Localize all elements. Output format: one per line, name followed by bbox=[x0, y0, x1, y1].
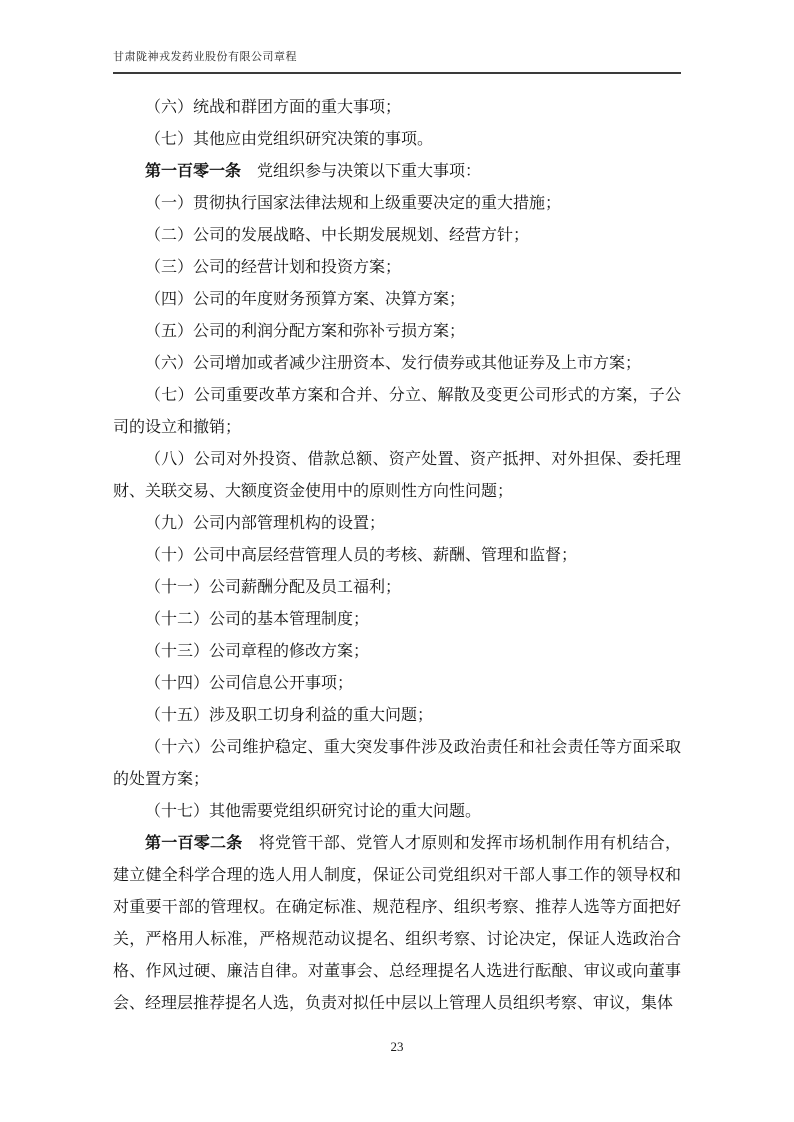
paragraph: （三）公司的经营计划和投资方案； bbox=[145, 259, 402, 276]
paragraph: （十六）公司维护稳定、重大突发事件涉及政治责任和社会责任等方面采取的处置方案； bbox=[113, 739, 681, 788]
paragraph: （十七）其他需要党组织研究讨论的重大问题。 bbox=[145, 803, 482, 820]
header-title: 甘肃陇神戎发药业股份有限公司章程 bbox=[113, 51, 297, 63]
paragraph: （二）公司的发展战略、中长期发展规划、经营方针； bbox=[145, 227, 530, 244]
paragraph: （十四）公司信息公开事项； bbox=[145, 675, 354, 692]
article-number: 第一百零一条 bbox=[145, 163, 242, 180]
paragraph: （十一）公司薪酬分配及员工福利； bbox=[145, 579, 402, 596]
document-body bbox=[113, 92, 681, 1020]
paragraph: 第一百零一条 党组织参与决策以下重大事项： bbox=[145, 163, 482, 180]
article-number: 第一百零二条 bbox=[145, 835, 243, 852]
paragraph: （六）统战和群团方面的重大事项； bbox=[145, 99, 402, 116]
paragraph: （七）其他应由党组织研究决策的事项。 bbox=[145, 131, 434, 148]
paragraph: （六）公司增加或者减少注册资本、发行债券或其他证券及上市方案； bbox=[145, 355, 642, 372]
paragraph: （四）公司的年度财务预算方案、决算方案； bbox=[145, 291, 466, 308]
paragraph: 第一百零二条 将党管干部、党管人才原则和发挥市场机制作用有机结合，建立健全科学合理的选人用人制度，保证公司党组织对干部人事工作的领导权和对重要干部的管理权。在确定标准、规范程序、组织考察、推荐人选等方面把好关，严格用人标准，严格规范动议提名、组织考察、讨论决定，保证人选政治合格、作风过硬、廉洁自律。对董事会、总经理提名人选进行酝酿、审议或向董事会、经理层推荐提名人选，负责对拟任中层以上管理人员组织考察、审议，集体 bbox=[113, 835, 681, 1012]
paragraph: （五）公司的利润分配方案和弥补亏损方案； bbox=[145, 323, 466, 340]
paragraph: （七）公司重要改革方案和合并、分立、解散及变更公司形式的方案，子公司的设立和撤销； bbox=[113, 387, 681, 436]
paragraph: （十三）公司章程的修改方案； bbox=[145, 643, 370, 660]
paragraph: （十）公司中高层经营管理人员的考核、薪酬、管理和监督； bbox=[145, 547, 578, 564]
paragraph: （十五）涉及职工切身利益的重大问题； bbox=[145, 707, 434, 724]
paragraph: （十二）公司的基本管理制度； bbox=[145, 611, 370, 628]
page-header bbox=[113, 48, 681, 74]
paragraph: （一）贯彻执行国家法律法规和上级重要决定的重大措施； bbox=[145, 195, 562, 212]
paragraph: （八）公司对外投资、借款总额、资产处置、资产抵押、对外担保、委托理财、关联交易、大额度资金使用中的原则性方向性问题； bbox=[113, 451, 681, 500]
page-footer bbox=[0, 1038, 794, 1056]
paragraph: （九）公司内部管理机构的设置； bbox=[145, 515, 386, 532]
page-number: 23 bbox=[390, 1039, 404, 1054]
